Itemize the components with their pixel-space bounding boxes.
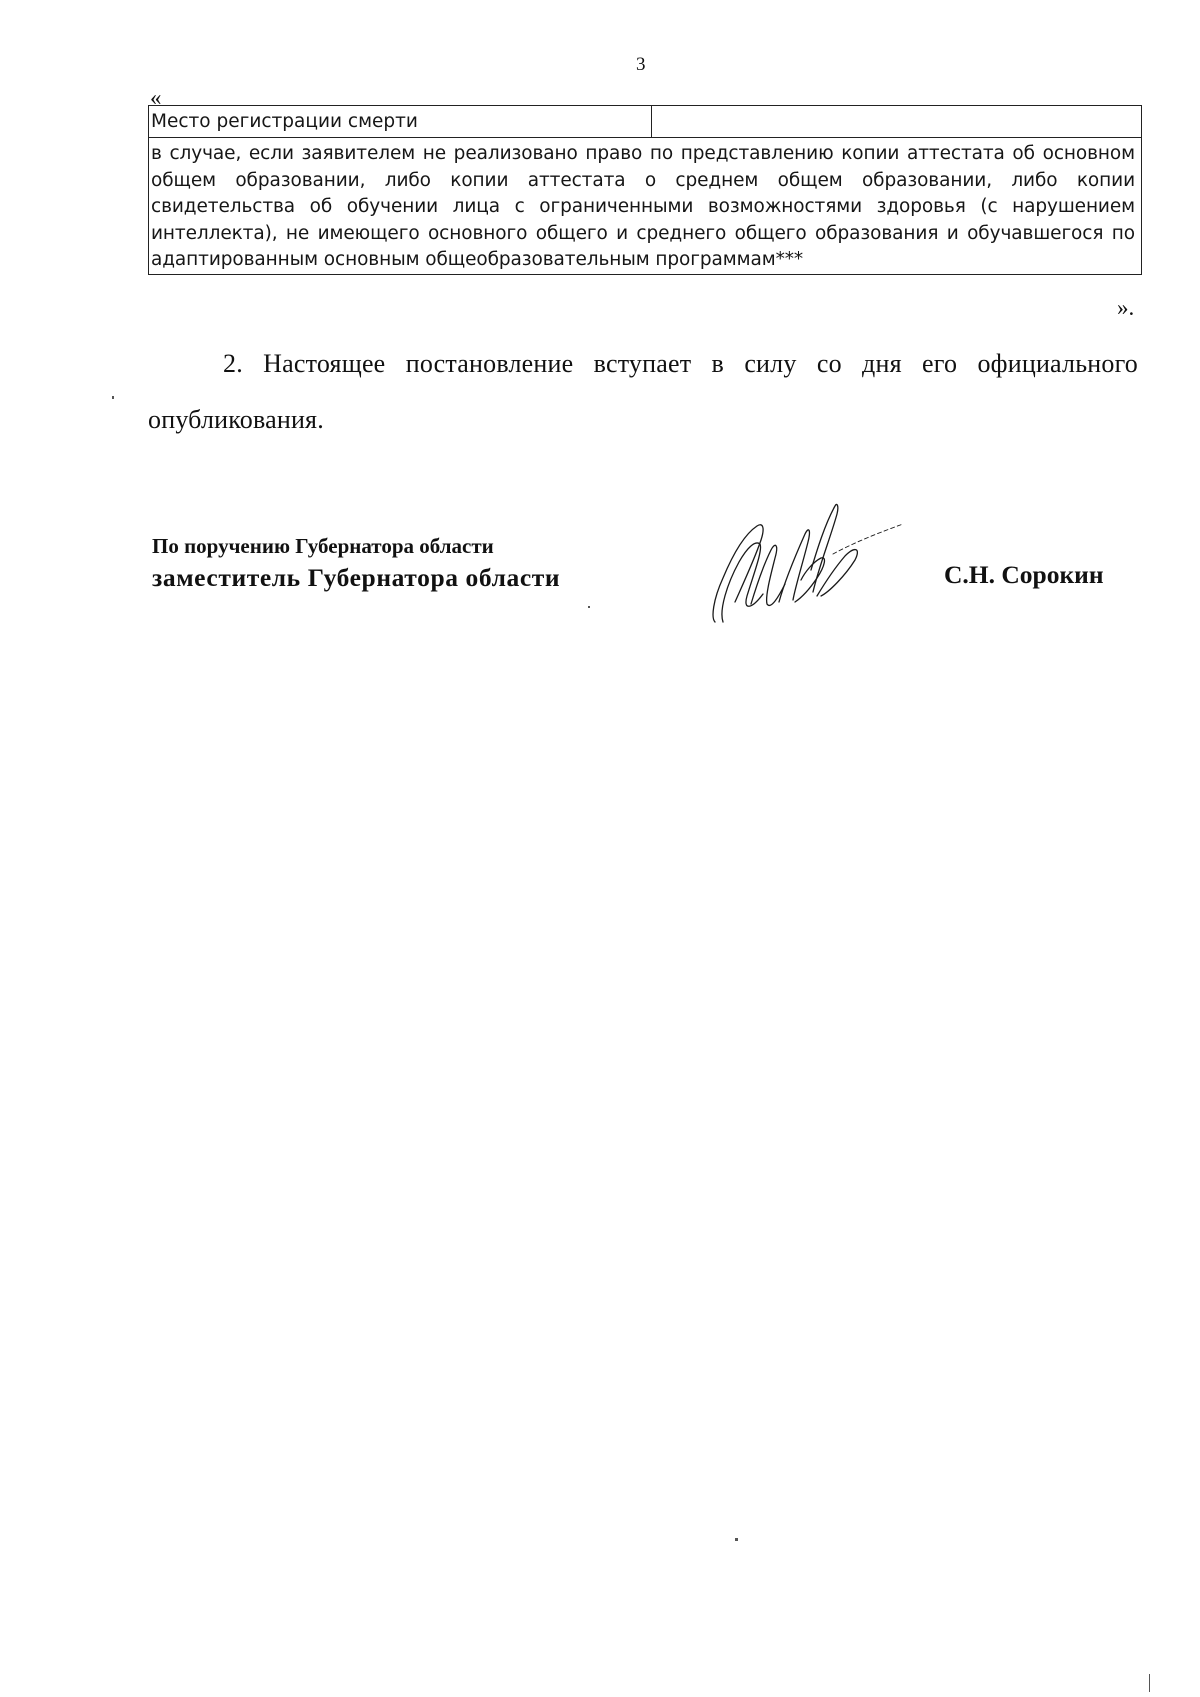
page-number: 3: [636, 54, 646, 75]
open-quote: «: [150, 85, 162, 110]
body-paragraph: 2. Настоящее постановление вступает в силу со дня его официального опубликования.: [148, 349, 1138, 434]
scan-speck: [588, 606, 590, 608]
close-quote: ».: [1117, 295, 1135, 320]
table-row: [149, 106, 1142, 138]
death-registration-place-label: Место регистрации смерти: [149, 106, 652, 138]
scan-speck: [735, 1538, 738, 1541]
table-note-cell: в случае, если заявителем не реализовано право по представлению копии аттестата об основном общем образовании, либо копии аттестата о среднем общем образовании, либо копии свидетельства об обучении лица с ограниченными возможностями здоровья (с нарушением интеллекта), не имеющего основного общего и среднего общего образования и обучавшегося по адаптированным основным общеобразовательным программам***: [149, 138, 1142, 275]
death-registration-place-value: [652, 106, 1142, 138]
scan-speck: [1149, 1674, 1150, 1692]
table-row: [149, 138, 1142, 275]
handwritten-signature: [705, 500, 910, 630]
signatory-line-1: По поручению Губернатора области: [152, 534, 494, 558]
signatory-line-2: заместитель Губернатора области: [152, 563, 561, 592]
form-table: [148, 105, 1142, 275]
signatory-name: С.Н. Сорокин: [944, 560, 1104, 589]
scan-speck: [112, 396, 114, 399]
